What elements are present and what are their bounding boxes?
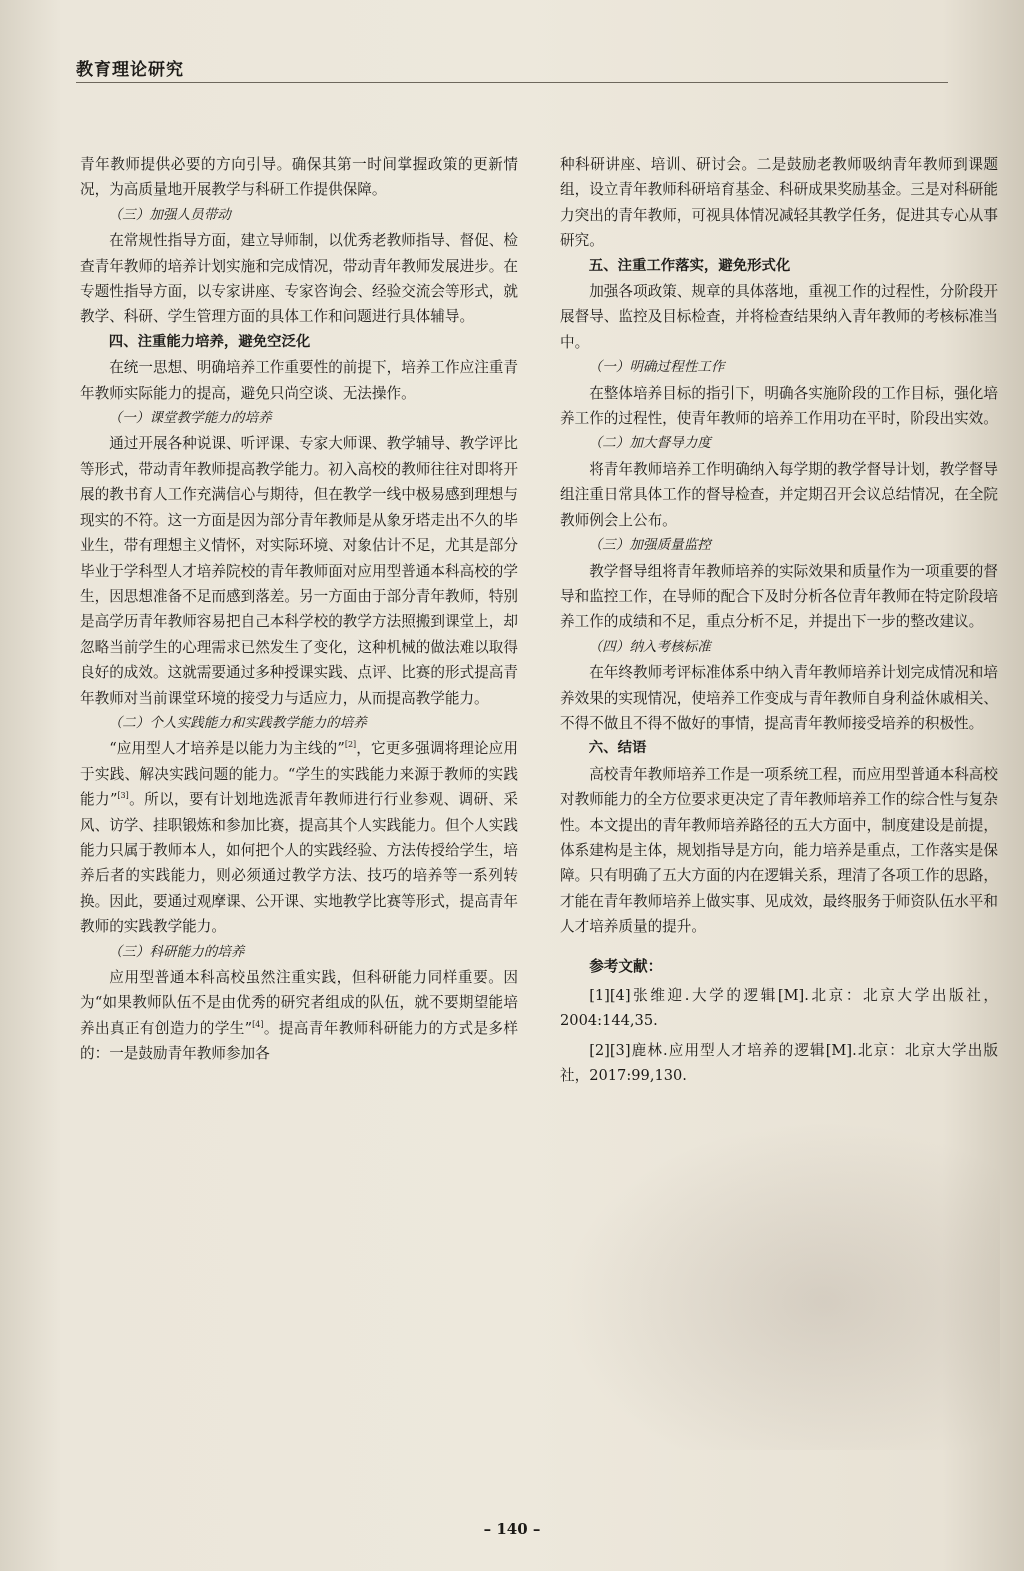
body-text: 。提高青年教师科研能力的方式是多样的：一是鼓励青年教师参加各 [80, 1019, 518, 1063]
paragraph: 加强各项政策、规章的具体落地，重视工作的过程性，分阶段开展督导、监控及目标检查，并将检查结果纳入青年教师的考核标准当中。 [560, 283, 998, 351]
paragraph: 高校青年教师培养工作是一项系统工程，而应用型普通本科高校对教师能力的全方位要求更决定了青年教师培养工作的综合性与复杂性。本文提出的青年教师培养路径的五大方面中，制度建设是前提，体系建构是主体，规划指导是方向，能力培养是重点，工作落实是保障。只有明确了五大方面的内在逻辑关系，理清了各项工作的思路，才能在青年教师培养上做实事、见成效，最终服务于师资队伍水平和人才培养质量的提升。 [560, 765, 998, 936]
page-number: – 140 – [483, 1520, 541, 1538]
paragraph: 在年终教师考评标准体系中纳入青年教师培养计划完成情况和培养效果的实现情况，使培养工作变成与青年教师自身利益休戚相关、不得不做且不得不做好的事情，提高青年教师接受培养的积极性。 [560, 664, 998, 732]
paragraph [80, 965, 518, 1067]
left-column [80, 152, 518, 1067]
body-text: 。所以，要有计划地选派青年教师进行行业参观、调研、采风、访学、挂职锻炼和参加比赛，提高其个人实践能力。但个人实践能力只属于教师本人，如何把个人的实践经验、方法传授给学生，培养后者的实践能力，则必须通过教学方法、技巧的培养等一系列转换。因此，要通过观摩课、公开课、实地教学比赛等形式，提高青年教师的实践教学能力。 [80, 791, 518, 936]
paragraph: 种科研讲座、培训、研讨会。二是鼓励老教师吸纳青年教师到课题组，设立青年教师科研培育基金、科研成果奖励基金。三是对科研能力突出的青年教师，可视具体情况减轻其教学任务，促进其专心从事研究。 [560, 156, 998, 250]
body-text: ，它更多强调将理论应用于实践、解决实践问题的能力。“学生的实践能力来源于教师的实践能力” [80, 740, 518, 809]
paragraph: 通过开展各种说课、听评课、专家大师课、教学辅导、教学评比等形式，带动青年教师提高教学能力。初入高校的教师往往对即将开展的教书育人工作充满信心与期待，但在教学一线中极易感到理想与现实的不符。这一方面是因为部分青年教师是从象牙塔走出不久的毕业生，带有理想主义情怀，对实际环境、对象估计不足，尤其是部分毕业于学科型人才培养院校的青年教师面对应用型普通本科高校的学生，因思想准备不足而感到落差。另一方面由于部分青年教师，特别是高学历青年教师容易把自己本科学校的教学方法照搬到课堂上，却忽略当前学生的心理需求已然发生了变化，这种机械的做法难以取得良好的成效。这就需要通过多种授课实践、点评、比赛的形式提高青年教师对当前课堂环境的接受力与适应力，从而提高教学能力。 [80, 435, 518, 707]
paragraph: 教学督导组将青年教师培养的实际效果和质量作为一项重要的督导和监控工作，在导师的配合下及时分析各位青年教师在特定阶段培养工作的成绩和不足，重点分析不足，并提出下一步的整改建议。 [560, 562, 998, 631]
journal-header: 教育理论研究 [76, 60, 184, 80]
subsection-heading: （一）明确过程性工作 [588, 359, 725, 376]
citation-marker: [3] [117, 791, 129, 801]
subsection-heading: （四）纳入考核标准 [588, 638, 711, 655]
header-rule [76, 82, 948, 83]
subsection-heading: （二）加大督导力度 [588, 435, 711, 452]
subsection-heading: （三）加强人员带动 [108, 206, 231, 223]
paragraph [80, 736, 518, 939]
citation-marker: [2] [344, 740, 357, 750]
section-heading: 六、结语 [588, 740, 647, 757]
quote-text: “应用型人才培养是以能力为主线的” [109, 740, 345, 758]
paragraph: 青年教师提供必要的方向引导。确保其第一时间掌握政策的更新情况，为高质量地开展教学与科研工作提供保障。 [80, 156, 518, 199]
references-title: 参考文献： [589, 957, 663, 975]
subsection-heading: （三）科研能力的培养 [108, 943, 245, 960]
right-column [560, 152, 998, 1089]
body-text: 应用型普通本科高校虽然注重实践，但科研能力同样重要。因为“如果教师队伍不是由优秀的研究者组成的队伍，就不要期望能培养出真正有创造力的学生” [80, 969, 518, 1037]
reference-item: [1][4]张维迎.大学的逻辑[M].北京：北京大学出版社，2004:144,35. [560, 987, 998, 1030]
paragraph: 将青年教师培养工作明确纳入每学期的教学督导计划，教学督导组注重日常具体工作的督导检查，并定期召开会议总结情况，在全院教师例会上公布。 [560, 460, 998, 529]
paragraph: 在整体培养目标的指引下，明确各实施阶段的工作目标，强化培养工作的过程性，使青年教师的培养工作用功在平时，阶段出实效。 [560, 384, 998, 428]
reference-item: [2][3]鹿林.应用型人才培养的逻辑[M].北京：北京大学出版社，2017:99,130. [560, 1041, 998, 1085]
paragraph: 在常规性指导方面，建立导师制，以优秀老教师指导、督促、检查青年教师的培养计划实施和完成情况，带动青年教师发展进步。在专题性指导方面，以专家讲座、专家咨询会、经验交流会等形式，就教学、科研、学生管理方面的具体工作和问题进行具体辅导。 [80, 232, 518, 326]
citation-marker: [4] [252, 1019, 264, 1029]
subsection-heading: （一）课堂教学能力的培养 [108, 410, 272, 427]
subsection-heading: （三）加强质量监控 [588, 537, 711, 554]
paragraph: 在统一思想、明确培养工作重要性的前提下，培养工作应注重青年教师实际能力的提高，避免只尚空谈、无法操作。 [80, 359, 518, 402]
show-through-smudge [560, 1120, 1000, 1450]
section-heading: 四、注重能力培养，避免空泛化 [108, 333, 311, 350]
section-heading: 五、注重工作落实，避免形式化 [588, 257, 791, 274]
subsection-heading: （二）个人实践能力和实践教学能力的培养 [108, 714, 367, 731]
